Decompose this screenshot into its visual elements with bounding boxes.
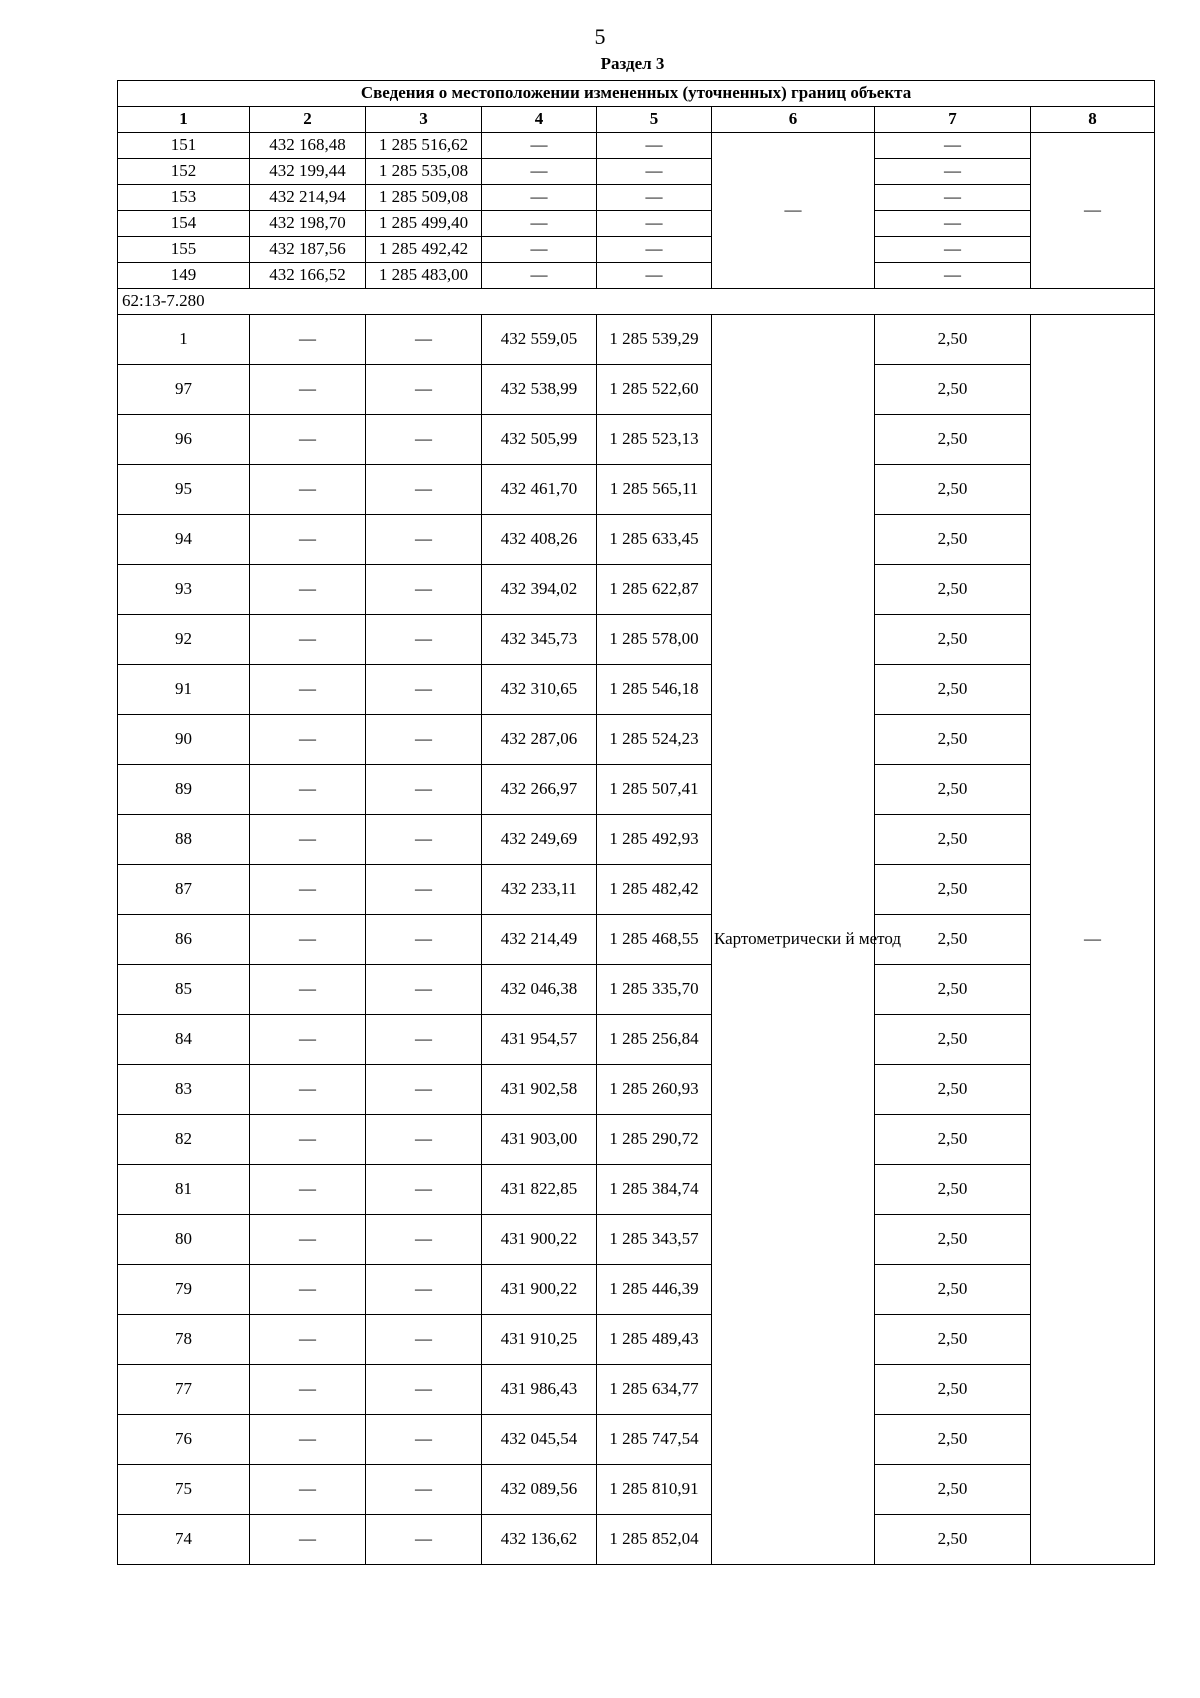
table-cell: — xyxy=(366,365,482,415)
table-row xyxy=(118,1315,1155,1365)
table-cell: — xyxy=(250,465,366,515)
table-cell: 1 xyxy=(118,315,250,365)
table-cell: 432 046,38 xyxy=(482,965,597,1015)
table-cell: 1 285 468,55 xyxy=(597,915,712,965)
table-cell: 1 285 507,41 xyxy=(597,765,712,815)
column-header: 3 xyxy=(366,107,482,133)
table-row xyxy=(118,715,1155,765)
table-cell: — xyxy=(250,515,366,565)
table-cell: 2,50 xyxy=(875,765,1031,815)
table-cell: 2,50 xyxy=(875,1465,1031,1515)
table-cell: — xyxy=(875,185,1031,211)
table-cell: 2,50 xyxy=(875,1065,1031,1115)
table-cell: — xyxy=(366,1315,482,1365)
table-row xyxy=(118,133,1155,159)
table-cell: 1 285 524,23 xyxy=(597,715,712,765)
table-cell: — xyxy=(482,263,597,289)
table-cell: 432 345,73 xyxy=(482,615,597,665)
table-cell: — xyxy=(875,159,1031,185)
table-cell: 431 954,57 xyxy=(482,1015,597,1065)
table-cell: — xyxy=(597,185,712,211)
table-cell: 432 089,56 xyxy=(482,1465,597,1515)
table-cell: 1 285 446,39 xyxy=(597,1265,712,1315)
table-cell: 2,50 xyxy=(875,415,1031,465)
table-cell: 1 285 578,00 xyxy=(597,615,712,665)
table-cell: 2,50 xyxy=(875,1165,1031,1215)
table-cell: 432 214,94 xyxy=(250,185,366,211)
table-row xyxy=(118,1415,1155,1465)
table-cell: 91 xyxy=(118,665,250,715)
table-cell: 432 310,65 xyxy=(482,665,597,715)
table-cell: 84 xyxy=(118,1015,250,1065)
table-cell: — xyxy=(875,211,1031,237)
table-cell: 1 285 335,70 xyxy=(597,965,712,1015)
table-cell: — xyxy=(250,715,366,765)
table-row xyxy=(118,365,1155,415)
table-cell: 2,50 xyxy=(875,865,1031,915)
parcel-label-row xyxy=(118,289,1155,315)
boundary-table xyxy=(117,80,1155,1565)
table-cell: — xyxy=(366,1115,482,1165)
table-cell: 432 505,99 xyxy=(482,415,597,465)
table-cell: 79 xyxy=(118,1265,250,1315)
column-header: 5 xyxy=(597,107,712,133)
table-cell: 153 xyxy=(118,185,250,211)
table-cell: — xyxy=(366,465,482,515)
table-cell: 2,50 xyxy=(875,615,1031,665)
table-cell: — xyxy=(250,865,366,915)
table-cell: 1 285 852,04 xyxy=(597,1515,712,1565)
table-cell: — xyxy=(366,1265,482,1315)
table-cell: — xyxy=(597,159,712,185)
table-title-row xyxy=(118,81,1155,107)
table-row xyxy=(118,1515,1155,1565)
table-row xyxy=(118,1015,1155,1065)
table-cell: 431 902,58 xyxy=(482,1065,597,1115)
table-cell: 1 285 634,77 xyxy=(597,1365,712,1415)
table-cell: 432 249,69 xyxy=(482,815,597,865)
section-title: Раздел 3 xyxy=(600,54,665,73)
table-cell: — xyxy=(482,159,597,185)
table-cell: 1 285 290,72 xyxy=(597,1115,712,1165)
table-cell: 1 285 633,45 xyxy=(597,515,712,565)
table-cell: — xyxy=(482,211,597,237)
table-cell: 432 266,97 xyxy=(482,765,597,815)
table-cell: — xyxy=(250,1015,366,1065)
column-header: 2 xyxy=(250,107,366,133)
table-cell: — xyxy=(366,965,482,1015)
table-cell: — xyxy=(250,565,366,615)
table-cell: 1 285 539,29 xyxy=(597,315,712,365)
table-cell: 431 910,25 xyxy=(482,1315,597,1365)
table-cell: 154 xyxy=(118,211,250,237)
table-cell: — xyxy=(366,1015,482,1065)
table-cell: 93 xyxy=(118,565,250,615)
description-value: — xyxy=(1031,315,1155,1565)
table-cell: 81 xyxy=(118,1165,250,1215)
table-row xyxy=(118,865,1155,915)
table-cell: — xyxy=(366,315,482,365)
table-cell: — xyxy=(366,1515,482,1565)
table-cell: 2,50 xyxy=(875,1315,1031,1365)
table-row xyxy=(118,1115,1155,1165)
table-cell: 2,50 xyxy=(875,1015,1031,1065)
table-row xyxy=(118,315,1155,365)
table-cell: — xyxy=(875,133,1031,159)
table-cell: — xyxy=(250,1065,366,1115)
table-row xyxy=(118,263,1155,289)
table-cell: — xyxy=(250,615,366,665)
table-row xyxy=(118,665,1155,715)
table-cell: — xyxy=(250,1215,366,1265)
table-row xyxy=(118,1165,1155,1215)
table-cell: 1 285 492,42 xyxy=(366,237,482,263)
table-cell: 94 xyxy=(118,515,250,565)
table-cell: 80 xyxy=(118,1215,250,1265)
table-cell: 1 285 523,13 xyxy=(597,415,712,465)
table-cell: 431 986,43 xyxy=(482,1365,597,1415)
table-cell: 432 199,44 xyxy=(250,159,366,185)
table-cell: 1 285 565,11 xyxy=(597,465,712,515)
table-row xyxy=(118,159,1155,185)
column-header: 1 xyxy=(118,107,250,133)
table-cell: 432 045,54 xyxy=(482,1415,597,1465)
table-cell: — xyxy=(597,133,712,159)
table-cell: — xyxy=(366,515,482,565)
table-cell: 432 136,62 xyxy=(482,1515,597,1565)
table-cell: — xyxy=(250,665,366,715)
table-cell: 78 xyxy=(118,1315,250,1365)
table-cell: — xyxy=(366,1365,482,1415)
table-cell: — xyxy=(250,1415,366,1465)
table-cell: 76 xyxy=(118,1415,250,1465)
table-cell: 85 xyxy=(118,965,250,1015)
table-cell: 432 233,11 xyxy=(482,865,597,915)
table-cell: 431 822,85 xyxy=(482,1165,597,1215)
table-cell: 82 xyxy=(118,1115,250,1165)
table-cell: 88 xyxy=(118,815,250,865)
table-cell: 1 285 489,43 xyxy=(597,1315,712,1365)
table-cell: — xyxy=(366,1465,482,1515)
table-cell: 155 xyxy=(118,237,250,263)
table-cell: — xyxy=(366,665,482,715)
table-cell: 1 285 516,62 xyxy=(366,133,482,159)
table-cell: — xyxy=(366,865,482,915)
table-cell: — xyxy=(366,1215,482,1265)
table-cell: 1 285 535,08 xyxy=(366,159,482,185)
table-cell: 86 xyxy=(118,915,250,965)
table-cell: 2,50 xyxy=(875,715,1031,765)
table-cell: — xyxy=(366,565,482,615)
table-cell: 1 285 384,74 xyxy=(597,1165,712,1215)
table-cell: — xyxy=(366,815,482,865)
table-cell: — xyxy=(250,1315,366,1365)
table-cell: — xyxy=(366,1065,482,1115)
table-cell: — xyxy=(366,615,482,665)
table-cell: 2,50 xyxy=(875,665,1031,715)
table-row xyxy=(118,415,1155,465)
table-cell: 77 xyxy=(118,1365,250,1415)
table-row xyxy=(118,211,1155,237)
method-value: — xyxy=(712,133,875,289)
table-cell: 1 285 256,84 xyxy=(597,1015,712,1065)
table-cell: 432 538,99 xyxy=(482,365,597,415)
table-cell: 2,50 xyxy=(875,815,1031,865)
table-row xyxy=(118,765,1155,815)
table-cell: 432 461,70 xyxy=(482,465,597,515)
table-cell: 1 285 260,93 xyxy=(597,1065,712,1115)
table-cell: — xyxy=(597,263,712,289)
table-cell: 2,50 xyxy=(875,465,1031,515)
table-cell: — xyxy=(482,133,597,159)
table-cell: 1 285 483,00 xyxy=(366,263,482,289)
table-cell: 92 xyxy=(118,615,250,665)
table-cell: 149 xyxy=(118,263,250,289)
table-cell: — xyxy=(366,415,482,465)
table-cell: 2,50 xyxy=(875,915,1031,965)
column-header: 7 xyxy=(875,107,1031,133)
table-cell: 83 xyxy=(118,1065,250,1115)
table-cell: 1 285 499,40 xyxy=(366,211,482,237)
table-cell: 431 903,00 xyxy=(482,1115,597,1165)
table-cell: 1 285 343,57 xyxy=(597,1215,712,1265)
table-cell: 1 285 747,54 xyxy=(597,1415,712,1465)
table-cell: 95 xyxy=(118,465,250,515)
table-cell: 432 166,52 xyxy=(250,263,366,289)
table-cell: 89 xyxy=(118,765,250,815)
column-header: 6 xyxy=(712,107,875,133)
table-cell: — xyxy=(250,1165,366,1215)
table-cell: 2,50 xyxy=(875,1115,1031,1165)
table-cell: 2,50 xyxy=(875,515,1031,565)
table-cell: 1 285 482,42 xyxy=(597,865,712,915)
table-cell: — xyxy=(250,315,366,365)
table-cell: — xyxy=(250,1265,366,1315)
table-cell: — xyxy=(875,263,1031,289)
table-row xyxy=(118,1215,1155,1265)
table-row xyxy=(118,815,1155,865)
table-cell: — xyxy=(250,765,366,815)
table-cell: 152 xyxy=(118,159,250,185)
table-cell: 2,50 xyxy=(875,1415,1031,1465)
table-cell: — xyxy=(366,1165,482,1215)
table-cell: 151 xyxy=(118,133,250,159)
table-cell: 432 214,49 xyxy=(482,915,597,965)
table-cell: 2,50 xyxy=(875,1265,1031,1315)
table-cell: 432 287,06 xyxy=(482,715,597,765)
table-cell: 432 559,05 xyxy=(482,315,597,365)
description-value: — xyxy=(1031,133,1155,289)
page-number: 5 xyxy=(594,24,606,49)
table-row xyxy=(118,1265,1155,1315)
table-row xyxy=(118,515,1155,565)
table-cell: 432 394,02 xyxy=(482,565,597,615)
table-cell: 96 xyxy=(118,415,250,465)
table-cell: — xyxy=(482,185,597,211)
column-header: 4 xyxy=(482,107,597,133)
table-cell: — xyxy=(250,415,366,465)
table-cell: 432 198,70 xyxy=(250,211,366,237)
table-row xyxy=(118,1465,1155,1515)
table-cell: 1 285 522,60 xyxy=(597,365,712,415)
table-cell: 2,50 xyxy=(875,1515,1031,1565)
table-row xyxy=(118,615,1155,665)
table-cell: 432 408,26 xyxy=(482,515,597,565)
table-cell: 432 187,56 xyxy=(250,237,366,263)
table-cell: — xyxy=(250,1465,366,1515)
method-value: Картометрически й метод xyxy=(712,315,875,1565)
table-cell: — xyxy=(250,1515,366,1565)
table-cell: 1 285 509,08 xyxy=(366,185,482,211)
column-header-row xyxy=(118,107,1155,133)
table-cell: 431 900,22 xyxy=(482,1215,597,1265)
table-row xyxy=(118,565,1155,615)
table-cell: 2,50 xyxy=(875,965,1031,1015)
table-cell: 74 xyxy=(118,1515,250,1565)
table-cell: — xyxy=(250,965,366,1015)
table-cell: 1 285 492,93 xyxy=(597,815,712,865)
table-cell: 432 168,48 xyxy=(250,133,366,159)
table-cell: — xyxy=(250,365,366,415)
table-title: Сведения о местоположении измененных (уточненных) границ объекта xyxy=(118,81,1155,107)
table-row xyxy=(118,965,1155,1015)
table-cell: — xyxy=(250,915,366,965)
table-cell: 75 xyxy=(118,1465,250,1515)
table-cell: — xyxy=(597,237,712,263)
table-cell: — xyxy=(366,765,482,815)
table-cell: — xyxy=(250,1365,366,1415)
table-cell: 2,50 xyxy=(875,1215,1031,1265)
table-cell: 2,50 xyxy=(875,1365,1031,1415)
table-cell: 2,50 xyxy=(875,315,1031,365)
table-cell: 90 xyxy=(118,715,250,765)
table-cell: 2,50 xyxy=(875,365,1031,415)
table-cell: 431 900,22 xyxy=(482,1265,597,1315)
table-cell: — xyxy=(366,715,482,765)
table-cell: 1 285 546,18 xyxy=(597,665,712,715)
table-cell: 1 285 810,91 xyxy=(597,1465,712,1515)
table-row xyxy=(118,465,1155,515)
table-cell: — xyxy=(250,815,366,865)
table-cell: — xyxy=(366,1415,482,1465)
table-cell: 2,50 xyxy=(875,565,1031,615)
table-cell: — xyxy=(875,237,1031,263)
table-cell: 87 xyxy=(118,865,250,915)
table-row xyxy=(118,915,1155,965)
table-cell: — xyxy=(482,237,597,263)
table-row xyxy=(118,1065,1155,1115)
table-row xyxy=(118,185,1155,211)
table-cell: — xyxy=(366,915,482,965)
table-row xyxy=(118,1365,1155,1415)
column-header: 8 xyxy=(1031,107,1155,133)
table-cell: 97 xyxy=(118,365,250,415)
table-cell: — xyxy=(250,1115,366,1165)
table-row xyxy=(118,237,1155,263)
parcel-number: 62:13-7.280 xyxy=(118,289,1155,315)
table-cell: — xyxy=(597,211,712,237)
table-cell: 1 285 622,87 xyxy=(597,565,712,615)
